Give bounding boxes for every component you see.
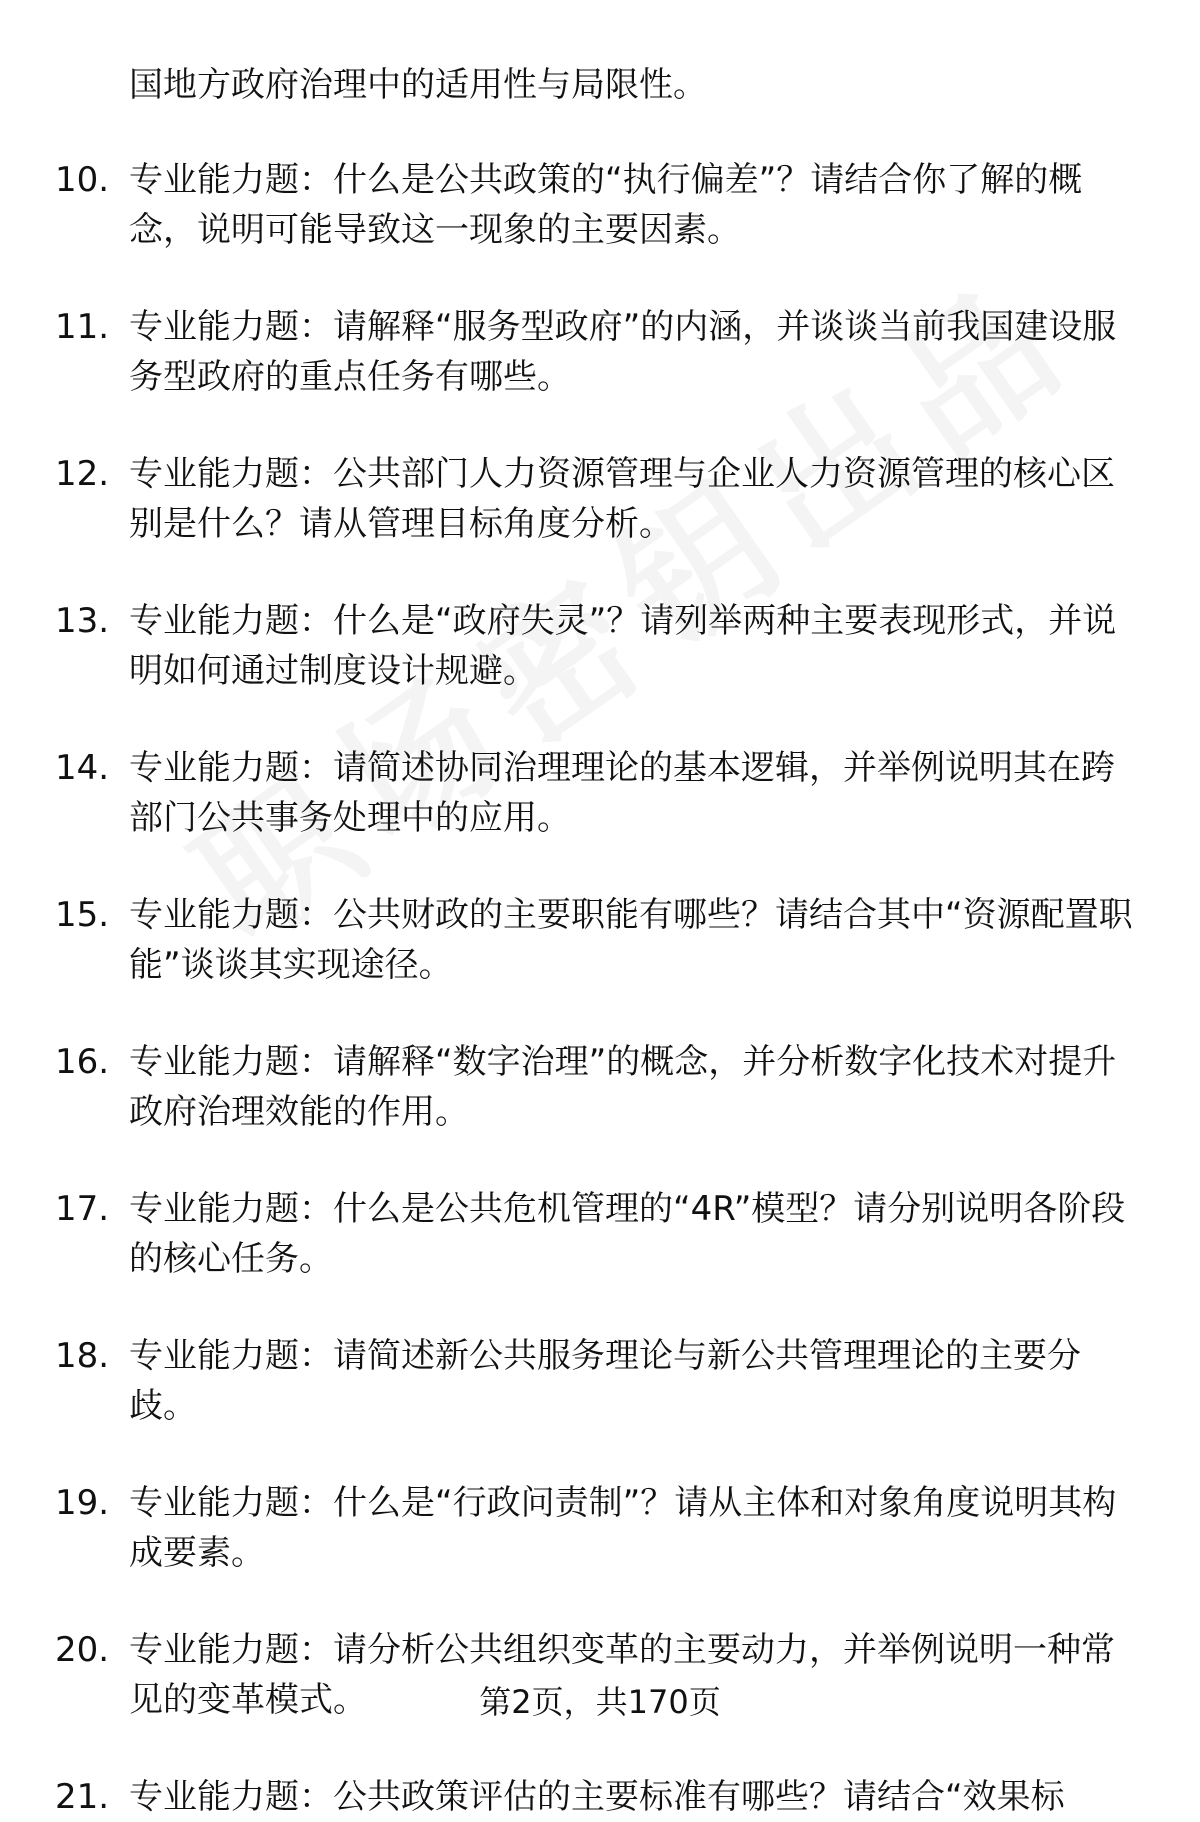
- question-number: 16.: [55, 1042, 110, 1082]
- question-text: 专业能力题：公共财政的主要职能有哪些？请结合其中“资源配置职能”谈谈其实现途径。: [129, 895, 1133, 985]
- question-item-12: [55, 449, 1145, 549]
- question-number: 20.: [55, 1630, 110, 1670]
- question-item-14: [55, 743, 1145, 843]
- question-number: 21.: [55, 1777, 110, 1817]
- question-text: 专业能力题：请解释“数字治理”的概念，并分析数字化技术对提升政府治理效能的作用。: [129, 1042, 1117, 1132]
- question-item-21: [55, 1772, 1145, 1822]
- question-text: 专业能力题：公共政策评估的主要标准有哪些？请结合“效果标: [129, 1777, 1065, 1817]
- question-text: 专业能力题：什么是“行政问责制”？请从主体和对象角度说明其构成要素。: [129, 1483, 1117, 1573]
- question-text: 专业能力题：公共部门人力资源管理与企业人力资源管理的核心区别是什么？请从管理目标角度分析。: [129, 454, 1115, 544]
- question-text: 专业能力题：什么是“政府失灵”？请列举两种主要表现形式，并说明如何通过制度设计规避。: [129, 601, 1117, 691]
- question-number: 17.: [55, 1189, 110, 1229]
- page-footer: 第2页，共170页: [479, 1683, 721, 1721]
- question-number: 18.: [55, 1336, 110, 1376]
- question-item-17: [55, 1184, 1145, 1284]
- question-text: 专业能力题：什么是公共政策的“执行偏差”？请结合你了解的概念，说明可能导致这一现象的主要因素。: [129, 160, 1083, 250]
- question-item-10: [55, 155, 1145, 255]
- question-item-15: [55, 890, 1145, 990]
- question-item-11: [55, 302, 1145, 402]
- question-number: 12.: [55, 454, 110, 494]
- question-number: 13.: [55, 601, 110, 641]
- question-number: 10.: [55, 160, 110, 200]
- question-text: 专业能力题：请分析公共组织变革的主要动力，并举例说明一种常见的变革模式。: [129, 1630, 1115, 1720]
- question-text: 专业能力题：请简述协同治理理论的基本逻辑，并举例说明其在跨部门公共事务处理中的应用。: [129, 748, 1115, 838]
- question-number: 11.: [55, 307, 110, 347]
- question-item-16: [55, 1037, 1145, 1137]
- question-item-13: [55, 596, 1145, 696]
- continued-question-text: 国地方政府治理中的适用性与局限性。: [129, 65, 707, 105]
- question-item-19: [55, 1478, 1145, 1578]
- question-item-18: [55, 1331, 1145, 1431]
- question-text: 专业能力题：请解释“服务型政府”的内涵，并谈谈当前我国建设服务型政府的重点任务有哪些。: [129, 307, 1117, 397]
- question-number: 14.: [55, 748, 110, 788]
- question-text: 专业能力题：请简述新公共服务理论与新公共管理理论的主要分歧。: [129, 1336, 1081, 1426]
- question-text: 专业能力题：什么是公共危机管理的“4R”模型？请分别说明各阶段的核心任务。: [129, 1189, 1126, 1279]
- question-number: 19.: [55, 1483, 110, 1523]
- question-number: 15.: [55, 895, 110, 935]
